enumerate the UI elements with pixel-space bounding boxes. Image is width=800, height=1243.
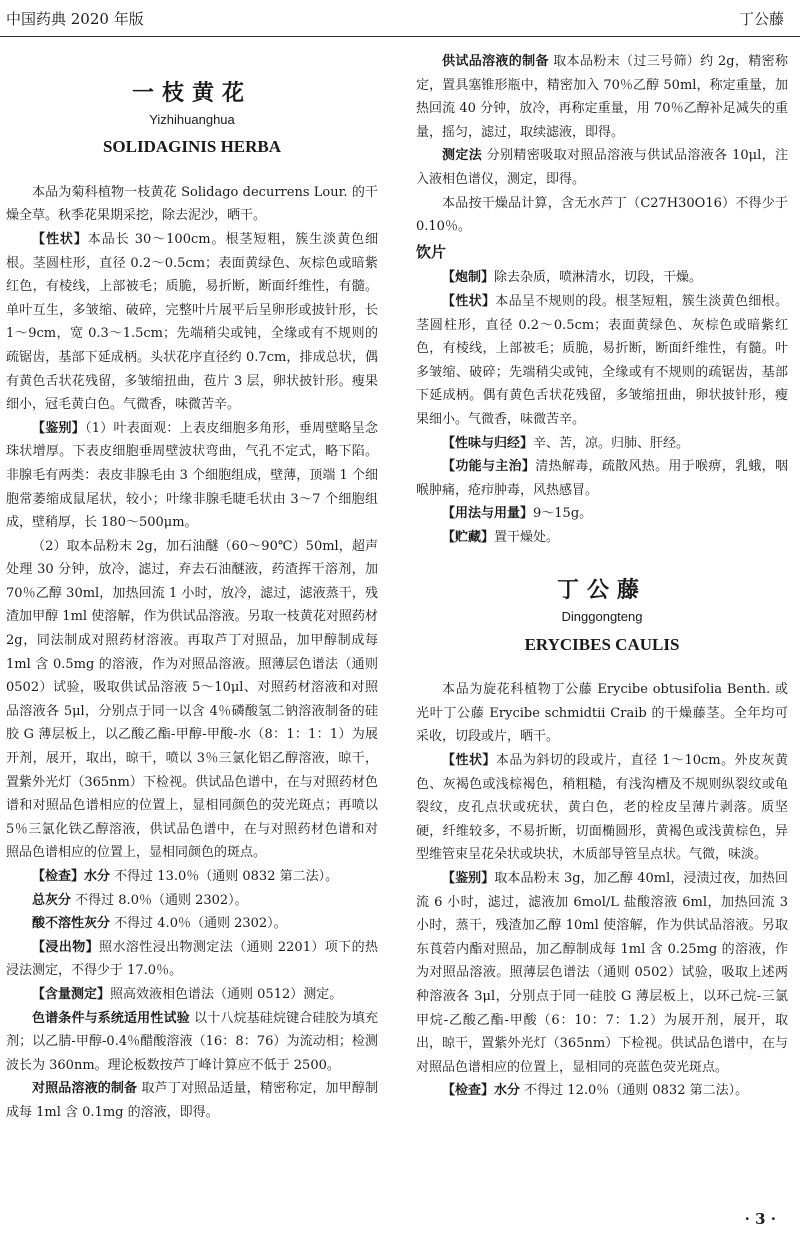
jianbie-paragraph-1: 【鉴别】（1）叶表面观：上表皮细胞多角形，垂周壁略呈念珠状增厚。下表皮细胞垂周壁波状弯曲，气孔不定式，略下陷。非腺毛有两类：表皮非腺毛由 3 个细胞组成，壁薄，顶端 1 个细胞常萎缩成鼠尾状，较小；叶缘非腺毛睫毛状由 3～7 个细胞组成，壁稍厚，长 180～500μm。	[6, 420, 378, 531]
jinchuwu-paragraph: 【浸出物】照水溶性浸出物测定法（通则 2201）项下的热浸法测定，不得少于 17.0％。	[6, 939, 378, 979]
yongfa-paragraph: 【用法与用量】9～15g。	[442, 506, 593, 522]
jianbie-paragraph-2: （2）取本品粉末 2g，加石油醚（60～90℃）50ml，超声处理 30 分钟，放冷，滤过，弃去石油醚液，药渣挥干溶剂，加 70％乙醇 30ml，加热回流 1 小时，放冷，滤过，滤液蒸干，残渣加甲醇 1ml 使溶解，作为供试品溶液。另取一枝黄花对照药材 2g，同法制成对照药材溶液。再取芦丁对照品，加甲醇制成每 1ml 含 0.5mg 的溶液，作为对照品溶液。照薄层色谱法（通则 0502）试验，吸取供试品溶液 5～10μl、对照药材溶液和对照品溶液各 5μl，分别点于同一以含 4％磷酸氢二钠溶液制备的硅胶 G 薄层板上，以乙酸乙酯-甲醇-甲酸-水（8：1：1：1）为展开剂，展开，取出，晾干，喷以 3％三氯化铝乙醇溶液，晾干，置紫外光灯（365nm）下检视。供试品色谱中，在与对照药材色谱和对照品色谱相应的位置上，显相同颜色的荧光斑点；再喷以 5％三氯化铁乙醇溶液，供试品色谱中，在与对照药材色谱和对照品色谱相应的位置上，显相同颜色的斑点。	[6, 538, 378, 861]
left-column	[6, 56, 378, 1125]
header-entry-name: 丁公藤	[738, 10, 784, 28]
intro-paragraph-2: 本品为旋花科植物丁公藤 Erycibe obtusifolia Benth. 或光叶丁公藤 Erycibe schmidtii Craib 的干燥藤茎。全年均可采收，切段或片，晒干。	[416, 682, 788, 745]
zhucang-paragraph: 【贮藏】置干燥处。	[442, 529, 560, 545]
gongshi-paragraph: 供试品溶液的制备 取本品粉末（过三号筛）约 2g，精密称定，置具塞锥形瓶中，精密加入 70％乙醇 50ml，称定重量，加热回流 40 分钟，放冷，再称定重量，用 70％乙醇补足减失的重量，摇匀，滤过，取续滤液，即得。	[416, 54, 788, 140]
gongneng-paragraph: 【功能与主治】清热解毒，疏散风热。用于喉痹，乳蛾，咽喉肿痛，疮疖肿毒，风热感冒。	[416, 459, 788, 498]
suanbu-paragraph: 酸不溶性灰分 不得过 4.0％（通则 2302）。	[32, 916, 287, 932]
duizhao-paragraph: 对照品溶液的制备 取芦丁对照品适量，精密称定，加甲醇制成每 1ml 含 0.1mg 的溶液，即得。	[6, 1081, 378, 1120]
monograph-title-latin: SOLIDAGINIS HERBA	[102, 137, 282, 157]
monograph-title-latin-2: ERYCIBES CAULIS	[524, 634, 680, 654]
yinpian-xingzhuang-paragraph: 【性状】本品呈不规则的段。根茎短粗，簇生淡黄色细根。茎圆柱形，直径 0.2～0.5cm；表面黄绿色、灰棕色或暗紫红色，有棱线，上部被毛；质脆，易折断，断面纤维性，有髓。叶多皱缩、破碎；先端稍尖或钝，全缘或有不规则的疏锯齿，基部下延成柄。偶有黄色舌状花残留，多皱缩扭曲，卵状披针形，瘦果细小。气微香，味微苦辛。	[416, 293, 788, 427]
sepu-paragraph: 色谱条件与系统适用性试验 以十八烷基硅烷键合硅胶为填充剂；以乙腈-甲醇-0.4％醋酸溶液（16：8：76）为流动相；检测波长为 360nm。理论板数按芦丁峰计算应不低于 2500。	[6, 1010, 378, 1073]
hanliang-paragraph: 【含量测定】照高效液相色谱法（通则 0512）测定。	[32, 986, 343, 1002]
zonghuifen-paragraph: 总灰分 不得过 8.0％（通则 2302）。	[32, 892, 248, 908]
monograph-title-cn: 一枝黄花	[131, 81, 252, 106]
jiancha-paragraph: 【检查】水分 不得过 13.0％（通则 0832 第二法）。	[32, 869, 339, 884]
paozhi-paragraph: 【炮制】除去杂质，喷淋清水，切段，干燥。	[442, 270, 703, 286]
right-column	[416, 50, 788, 1103]
monograph-title-pinyin-2: Dinggongteng	[561, 609, 643, 625]
section-heading: 【性状】	[32, 231, 88, 247]
header-book-title: 中国药典 2020 年版	[6, 10, 144, 28]
xingwei-paragraph: 【性味与归经】辛、苦，凉。归肺、肝经。	[442, 435, 690, 451]
intro-paragraph: 本品为菊科植物一枝黄花 Solidago decurrens Lour. 的干燥全草。秋季花果期采挖，除去泥沙，晒干。	[6, 184, 378, 224]
hanliang-note: 本品按干燥品计算，含无水芦丁（C27H30O16）不得少于 0.10％。	[416, 195, 788, 235]
xingzhuang-paragraph: 【性状】本品长 30～100cm。根茎短粗，簇生淡黄色细根。茎圆柱形，直径 0.2～0.5cm；表面黄绿色、灰棕色或暗紫红色，有棱线，上部被毛；质脆，易折断，断面纤维性，有髓。单叶互生，多皱缩、破碎，完整叶片展平后呈卵形或披针形，长 1～9cm，宽 0.3～1.5cm；先端稍尖或钝，全缘或有不规则的疏锯齿，基部下延成柄。头状花序直径约 0.7cm，排成总状，偶有黄色舌状花残留，多皱缩扭曲，苞片 3 层，卵状披针形。瘦果细小，冠毛黄白色。气微香，味微苦辛。	[6, 231, 378, 413]
page-number: · 3 ·	[744, 1210, 776, 1228]
yinpian-heading: 饮片	[416, 242, 447, 261]
header-rule	[0, 36, 800, 37]
cedingfa-paragraph: 测定法 分别精密吸取对照品溶液与供试品溶液各 10μl，注入液相色谱仪，测定，即得。	[416, 148, 788, 187]
jianbie-paragraph-r: 【鉴别】取本品粉末 3g，加乙醇 40ml，浸渍过夜，加热回流 6 小时，滤过，滤液加 6mol/L 盐酸溶液 6ml，加热回流 3 小时，蒸干，残渣加乙醇 10ml 使溶解，作为供试品溶液。另取东莨菪内酯对照品，加乙醇制成每 1ml 含 0.25mg 的溶液，作为对照品溶液。照薄层色谱法（通则 0502）试验，吸取上述两种溶液各 3μl，分别点于同一硅胶 G 薄层板上，以环己烷-三氯甲烷-乙酸乙酯-甲酸（6：10：7：1.2）为展开剂，展开，取出，晾干，置紫外光灯（365nm）下检视。供试品色谱中，在与对照品色谱相应的位置上，显相同的亮蓝色荧光斑点。	[416, 871, 788, 1075]
monograph-title-cn-2: 丁公藤	[556, 578, 647, 604]
xingzhuang-paragraph-2: 【性状】本品为斜切的段或片，直径 1～10cm。外皮灰黄色、灰褐色或浅棕褐色，稍粗糙，有浅沟槽及不规则纵裂纹或龟裂纹，皮孔点状或疣状，黄白色，老的栓皮呈薄片剥落。质坚硬，纤维较多，不易折断，切面椭圆形，黄褐色或浅黄棕色，异型维管束呈花朵状或块状，木质部导管呈点状。气微，味淡。	[416, 753, 788, 863]
section-heading: 【鉴别】	[32, 420, 85, 436]
jiancha-paragraph-r: 【检查】水分 不得过 12.0％（通则 0832 第二法）。	[442, 1083, 749, 1099]
monograph-title-pinyin: Yizhihuanghua	[149, 111, 235, 127]
page-header	[0, 0, 800, 38]
